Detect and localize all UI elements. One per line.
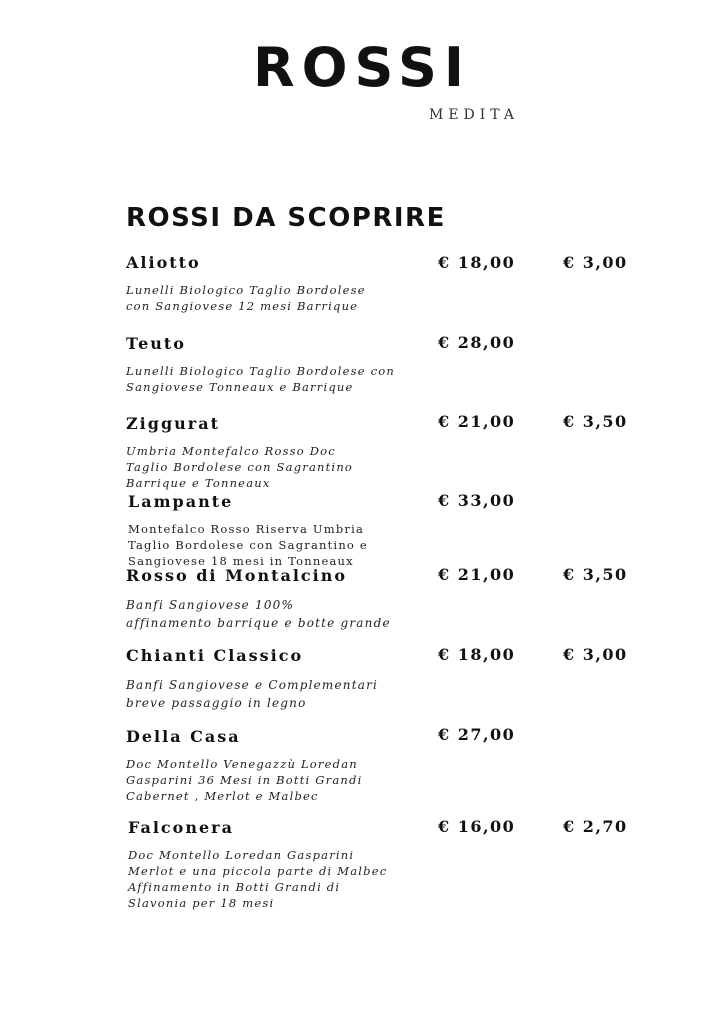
- wine-name: Lampante: [128, 492, 234, 511]
- wine-description-line: con Sangiovese 12 mesi Barrique: [126, 299, 359, 313]
- wine-description: [128, 521, 368, 569]
- wine-description-line: Banfi Sangiovese e Complementari: [126, 678, 379, 692]
- wine-name: Ziggurat: [126, 414, 220, 433]
- wine-description-line: Umbria Montefalco Rosso Doc: [126, 444, 336, 458]
- page-subtitle: MEDITA: [429, 107, 519, 123]
- wine-description-line: Slavonia per 18 mesi: [128, 896, 275, 910]
- wine-description: [126, 676, 378, 712]
- wine-description: [126, 363, 395, 395]
- wine-price-bottle: € 18,00: [438, 645, 516, 664]
- wine-description: [126, 443, 353, 491]
- wine-description-line: Sangiovese Tonneaux e Barrique: [126, 380, 354, 394]
- wine-description-line: Lunelli Biologico Taglio Bordolese: [126, 283, 366, 297]
- wine-price-bottle: € 21,00: [438, 412, 516, 431]
- wine-price-bottle: € 21,00: [438, 565, 516, 584]
- wine-price-glass: € 3,50: [563, 412, 628, 431]
- wine-name: Aliotto: [126, 253, 201, 272]
- wine-price-bottle: € 16,00: [438, 817, 516, 836]
- wine-description-line: affinamento barrique e botte grande: [126, 616, 391, 630]
- section-title: ROSSI DA SCOPRIRE: [126, 203, 446, 233]
- wine-price-bottle: € 27,00: [438, 725, 516, 744]
- wine-description-line: Doc Montello Loredan Gasparini: [128, 848, 355, 862]
- wine-description: [126, 282, 366, 314]
- wine-description-line: Sangiovese 18 mesi in Tonneaux: [128, 554, 354, 568]
- wine-description: [128, 847, 387, 911]
- wine-name: Chianti Classico: [126, 646, 304, 665]
- wine-description-line: Affinamento in Botti Grandi di: [128, 880, 341, 894]
- wine-description-line: Merlot e una piccola parte di Malbec: [128, 864, 388, 878]
- wine-description-line: breve passaggio in legno: [126, 696, 307, 710]
- wine-price-bottle: € 33,00: [438, 491, 516, 510]
- wine-description-line: Lunelli Biologico Taglio Bordolese con: [126, 364, 395, 378]
- wine-name: Falconera: [128, 818, 234, 837]
- wine-description-line: Taglio Bordolese con Sagrantino: [126, 460, 354, 474]
- wine-price-glass: € 3,50: [563, 565, 628, 584]
- wine-name: Teuto: [126, 334, 186, 353]
- wine-price-bottle: € 18,00: [438, 253, 516, 272]
- wine-description: [126, 756, 362, 804]
- wine-name: Rosso di Montalcino: [126, 566, 348, 585]
- wine-description-line: Doc Montello Venegazzù Loredan: [126, 757, 358, 771]
- wine-price-glass: € 2,70: [563, 817, 628, 836]
- wine-price-glass: € 3,00: [563, 253, 628, 272]
- wine-price-glass: € 3,00: [563, 645, 628, 664]
- wine-description: [126, 596, 391, 632]
- wine-description-line: Cabernet , Merlot e Malbec: [126, 789, 319, 803]
- wine-description-line: Barrique e Tonneaux: [126, 476, 271, 490]
- page-title: ROSSI: [253, 36, 471, 99]
- wine-description-line: Banfi Sangiovese 100%: [126, 598, 295, 612]
- wine-description-line: Montefalco Rosso Riserva Umbria: [128, 522, 365, 536]
- wine-price-bottle: € 28,00: [438, 333, 516, 352]
- wine-description-line: Taglio Bordolese con Sagrantino e: [128, 538, 368, 552]
- wine-description-line: Gasparini 36 Mesi in Botti Grandi: [126, 773, 363, 787]
- wine-name: Della Casa: [126, 727, 241, 746]
